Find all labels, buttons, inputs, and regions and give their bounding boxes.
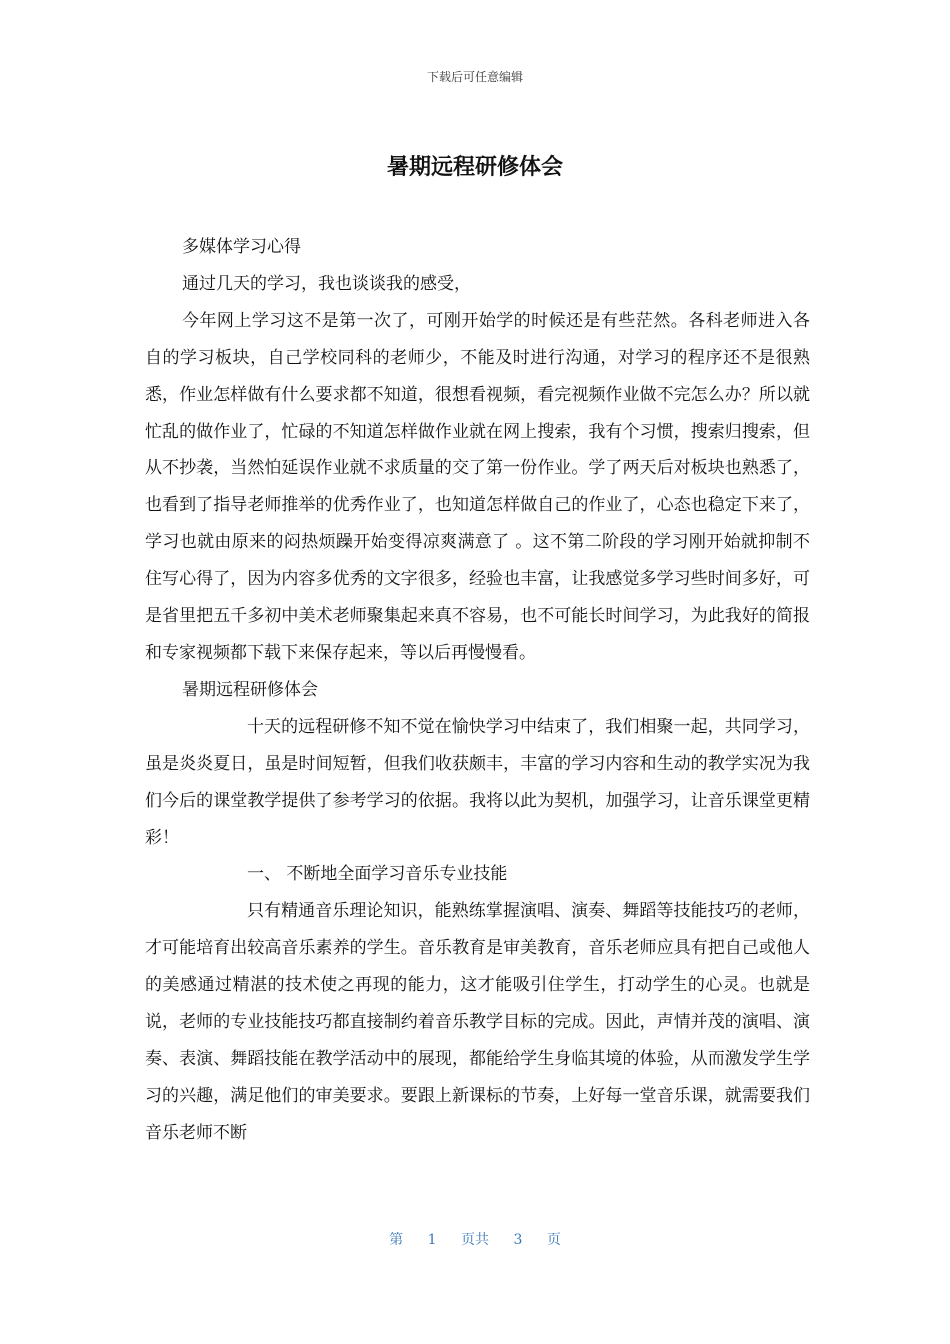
document-body <box>145 229 810 1152</box>
page-separator: 页共 <box>461 1232 489 1248</box>
document-title: 暑期远程研修体会 <box>386 155 563 180</box>
total-pages: 3 <box>513 1232 523 1248</box>
page-footer <box>0 1229 950 1249</box>
paragraph-body: 今年网上学习这不是第一次了，可刚开始学的时候还是有些茫然。各科老师进入各自的学习板块，自己学校同科的老师少，不能及时进行沟通，对学习的程序还不是很熟悉，作业怎样做有什么要求都不知道，很想看视频，看完视频作业做不完怎么办？所以就忙乱的做作业了，忙碌的不知道怎样做作业就在网上搜索，我有个习惯，搜索归搜索，但从不抄袭，当然怕延误作业就不求质量的交了第一份作业。学了两天后对板块也熟悉了，也看到了指导老师推举的优秀作业了，也知道怎样做自己的作业了，心态也稳定下来了，学习也就由原来的闷热烦躁开始变得凉爽满意了 。这不第二阶段的学习刚开始就抑制不住写心得了，因为内容多优秀的文字很多，经验也丰富，让我感觉多学习些时间多好，可是省里把五千多初中美术老师聚集起来真不容易，也不可能长时间学习，为此我好的简报和专家视频都下载下来保存起来，等以后再慢慢看。 <box>145 310 810 663</box>
paragraph-body: 只有精通音乐理论知识，能熟练掌握演唱、演奏、舞蹈等技能技巧的老师，才可能培育出较高音乐素养的学生。音乐教育是审美教育，音乐老师应具有把自己或他人的美感通过精湛的技术使之再现的能力，这才能吸引住学生，打动学生的心灵。也就是说，老师的专业技能技巧都直接制约着音乐教学目标的完成。因此，声情并茂的演唱、演奏、表演、舞蹈技能在教学活动中的展现，都能给学生身临其境的体验，从而激发学生学习的兴趣，满足他们的审美要求。要跟上新课标的节奏，上好每一堂音乐课，就需要我们音乐老师不断 <box>145 901 810 1143</box>
header-note: 下载后可任意编辑 <box>426 70 523 84</box>
paragraph-subtitle: 多媒体学习心得 <box>182 237 301 257</box>
paragraph-section-title: 暑期远程研修体会 <box>182 679 318 700</box>
page-end-label: 页 <box>546 1232 561 1248</box>
page-number: 1 <box>427 1232 437 1248</box>
paragraph-intro: 通过几天的学习，我也谈谈我的感受， <box>182 273 471 294</box>
page-label: 第 <box>389 1232 404 1248</box>
section-heading: 一、 不断地全面学习音乐专业技能 <box>247 864 508 885</box>
paragraph-body: 十天的远程研修不知不觉在愉快学习中结束了，我们相聚一起，共同学习，虽是炎炎夏日，虽是时间短暂，但我们收获颇丰，丰富的学习内容和生动的教学实况为我们今后的课堂教学提供了参考学习的依据。我将以此为契机，加强学习，让音乐课堂更精彩！ <box>145 716 810 848</box>
